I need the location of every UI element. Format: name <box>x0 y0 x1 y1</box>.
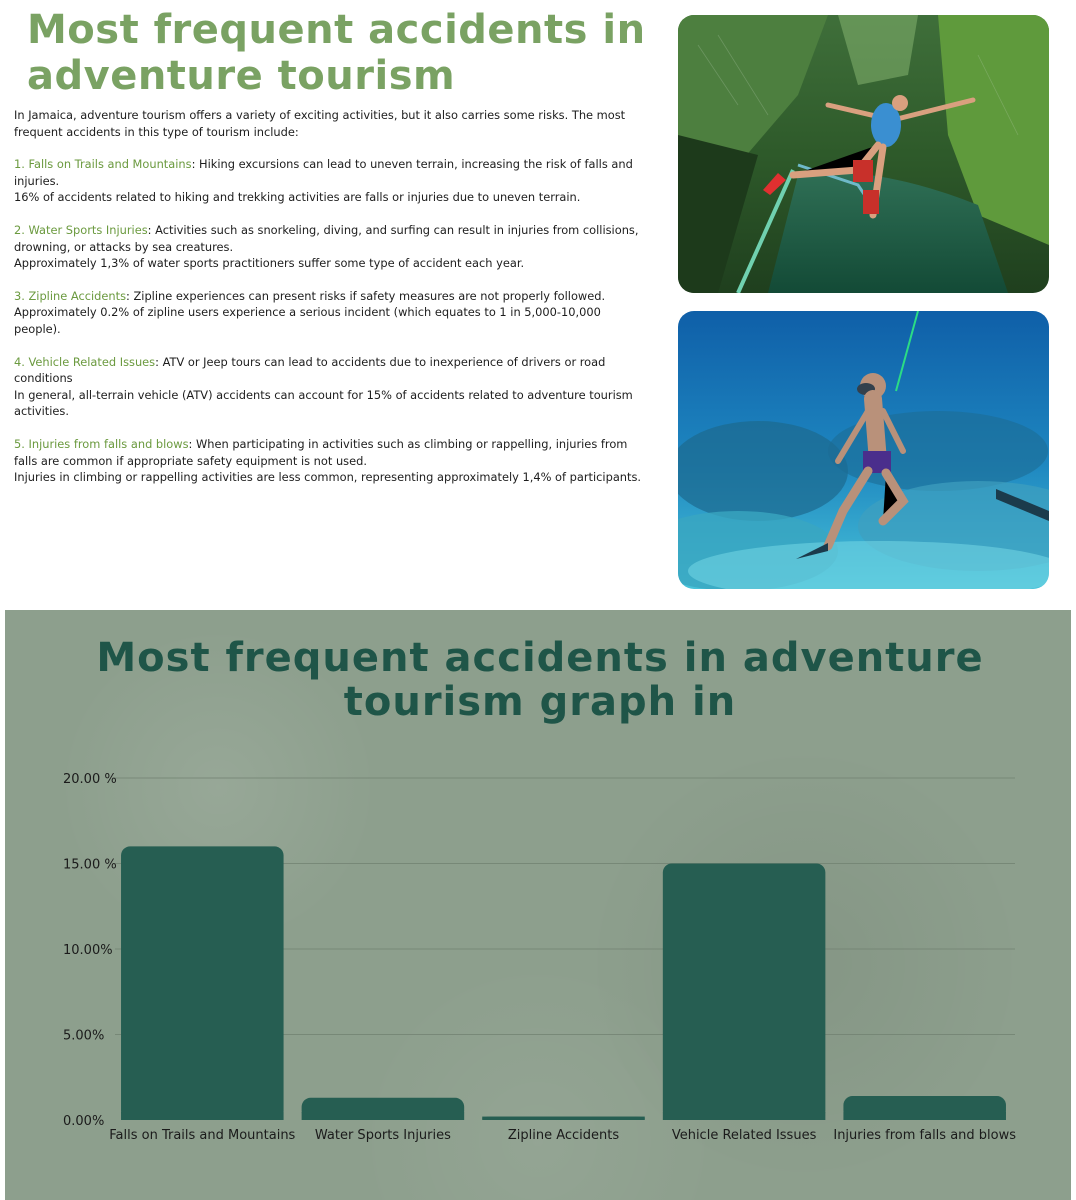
accident-item-zipline <box>14 288 646 338</box>
item-stat: Injuries in climbing or rappelling activities are less common, representing approximately 1,4% of participants. <box>14 470 642 485</box>
accident-item-falls-trails <box>14 156 646 206</box>
body-text <box>14 107 646 502</box>
bar <box>663 864 826 1121</box>
x-tick-label: Vehicle Related Issues <box>671 1128 817 1143</box>
bar-chart <box>5 610 1071 1200</box>
item-description: : Hiking excursions can lead to uneven terrain, increasing the risk of falls and injuries. <box>14 157 633 188</box>
bungee-jump-illustration <box>678 15 1049 293</box>
chart-section <box>5 610 1071 1200</box>
accident-item-water-sports <box>14 222 646 272</box>
chart-title: Most frequent accidents in adventure tourism graph in <box>96 635 984 725</box>
bar-base <box>663 1112 826 1120</box>
bar-base <box>302 1112 465 1120</box>
y-tick-label: 10.00% <box>63 943 113 958</box>
x-tick-label: Zipline Accidents <box>507 1128 620 1143</box>
diver-illustration <box>678 311 1049 589</box>
bar-base <box>121 1112 284 1120</box>
info-panel <box>5 3 1071 601</box>
accident-item-vehicle <box>14 354 646 420</box>
item-title: 2. Water Sports Injuries <box>14 222 148 237</box>
item-title: 4. Vehicle Related Issues <box>14 354 156 369</box>
y-tick-label: 0.00% <box>63 1114 105 1129</box>
y-tick-label: 20.00 % <box>63 772 117 787</box>
item-title: 3. Zipline Accidents <box>14 288 127 303</box>
y-tick-label: 5.00% <box>63 1028 105 1044</box>
x-tick-label: Falls on Trails and Mountains <box>109 1128 296 1143</box>
x-tick-label: Injuries from falls and blows <box>833 1128 1017 1143</box>
item-stat: Approximately 0.2% of zipline users experience a serious incident (which equates to 1 in 5,000-10,000 people). <box>14 305 601 336</box>
bar-base <box>843 1112 1006 1120</box>
item-stat: Approximately 1,3% of water sports practitioners suffer some type of accident each year. <box>14 256 525 271</box>
item-description: : Activities such as snorkeling, diving, and surfing can result in injuries from collisions, drowning, or attacks by sea creatures. <box>14 222 639 254</box>
bar <box>121 846 284 1120</box>
y-tick-label: 15.00 % <box>63 857 117 873</box>
item-stat: In general, all-terrain vehicle (ATV) accidents can account for 15% of accidents related to adventure tourism activities. <box>14 387 633 419</box>
bar-base <box>482 1117 645 1120</box>
item-title: 5. Injuries from falls and blows <box>14 436 189 451</box>
page-title: Most frequent accidents in adventure tourism <box>27 7 646 99</box>
intro-paragraph: In Jamaica, adventure tourism offers a variety of exciting activities, but it also carries some risks. The most frequent accidents in this type of tourism include: <box>14 108 626 139</box>
item-stat: 16% of accidents related to hiking and trekking activities are falls or injuries due to uneven terrain. <box>14 190 581 205</box>
bungee-jump-photo <box>678 15 1049 293</box>
item-description: : When participating in activities such as climbing or rappelling, injuries from falls are common if appropriate safety equipment is not used. <box>14 436 628 468</box>
item-description: : ATV or Jeep tours can lead to accidents due to inexperience of drivers or road conditions <box>14 354 606 386</box>
accident-item-climbing <box>14 436 646 486</box>
item-title: 1. Falls on Trails and Mountains <box>14 157 192 172</box>
x-tick-label: Water Sports Injuries <box>314 1128 451 1143</box>
item-description: : Zipline experiences can present risks if safety measures are not properly followed. <box>126 288 606 303</box>
scuba-diver-photo <box>678 311 1049 589</box>
